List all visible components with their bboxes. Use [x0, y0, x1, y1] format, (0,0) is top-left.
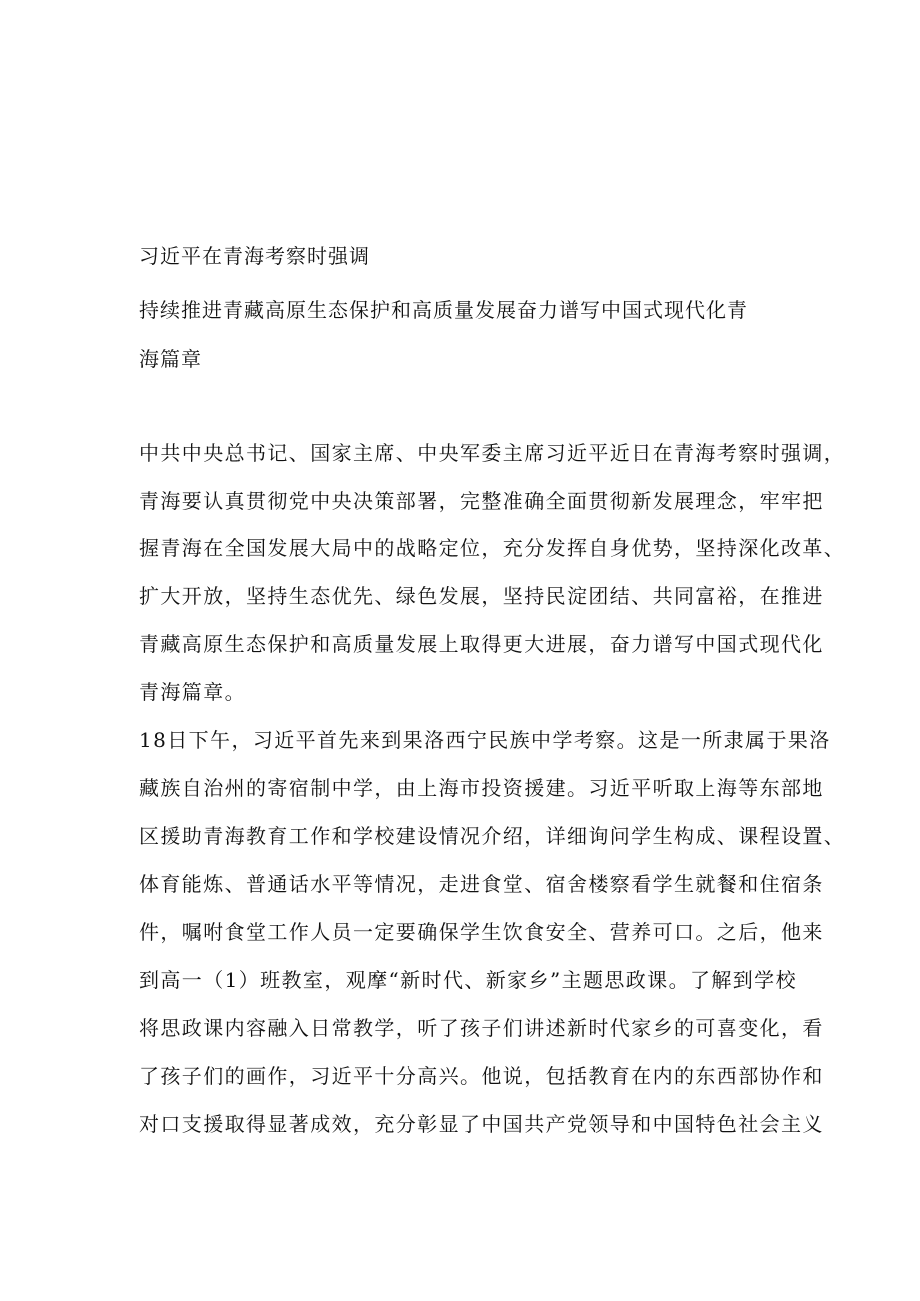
headline: 习近平在青海考察时强调	[139, 244, 370, 268]
paragraph-line: 青海篇章。	[139, 680, 246, 704]
paragraph-line: 青藏高原生态保护和高质量发展上取得更大进展，奋力谱写中国式现代化	[139, 632, 824, 656]
subheadline-line-2: 海篇章	[139, 347, 202, 371]
subheadline-line-1: 持续推进青藏高原生态保护和高质量发展奋力谱写中国式现代化青	[139, 298, 748, 322]
paragraph-line: 到高一（1）班教室，观摩“新时代、新家乡”主题思政课。了解到学校	[139, 968, 797, 992]
paragraph-line: 中共中央总书记、国家主席、中央军委主席习近平近日在青海考察时强调，	[139, 441, 846, 465]
paragraph-line: 扩大开放，坚持生态优先、绿色发展，坚持民淀团结、共同富裕，在推进	[139, 584, 824, 608]
paragraph-line: 18日下午，习近平首先来到果洛西宁民族中学考察。这是一所隶属于果洛	[139, 728, 831, 752]
paragraph-line: 件，嘱咐食堂工作人员一定要确保学生饮食安全、营养可口。之后，他来	[139, 920, 824, 944]
paragraph-line: 青海要认真贯彻党中央决策部署，完整准确全面贯彻新发展理念，牢牢把	[139, 489, 824, 513]
paragraph-line: 藏族自治州的寄宿制中学，由上海市投资援建。习近平听取上海等东部地	[139, 776, 824, 800]
paragraph-line: 了孩子们的画作，习近平十分高兴。他说，包括教育在内的东西部协作和	[139, 1064, 824, 1088]
paragraph-line: 将思政课内容融入日常教学，听了孩子们讲述新时代家乡的可喜变化，看	[139, 1016, 824, 1040]
paragraph-line: 对口支援取得显著成效，充分彰显了中国共产党领导和中国特色社会主义	[139, 1112, 824, 1136]
paragraph-line: 区援助青海教育工作和学校建设情况介绍，详细询问学生构成、课程设置、	[139, 824, 846, 848]
paragraph-line: 体育能炼、普通话水平等情况，走进食堂、宿舍楼察看学生就餐和住宿条	[139, 872, 824, 896]
paragraph-line: 握青海在全国发展大局中的战略定位，充分发挥自身优势，坚持深化改革、	[139, 536, 846, 560]
